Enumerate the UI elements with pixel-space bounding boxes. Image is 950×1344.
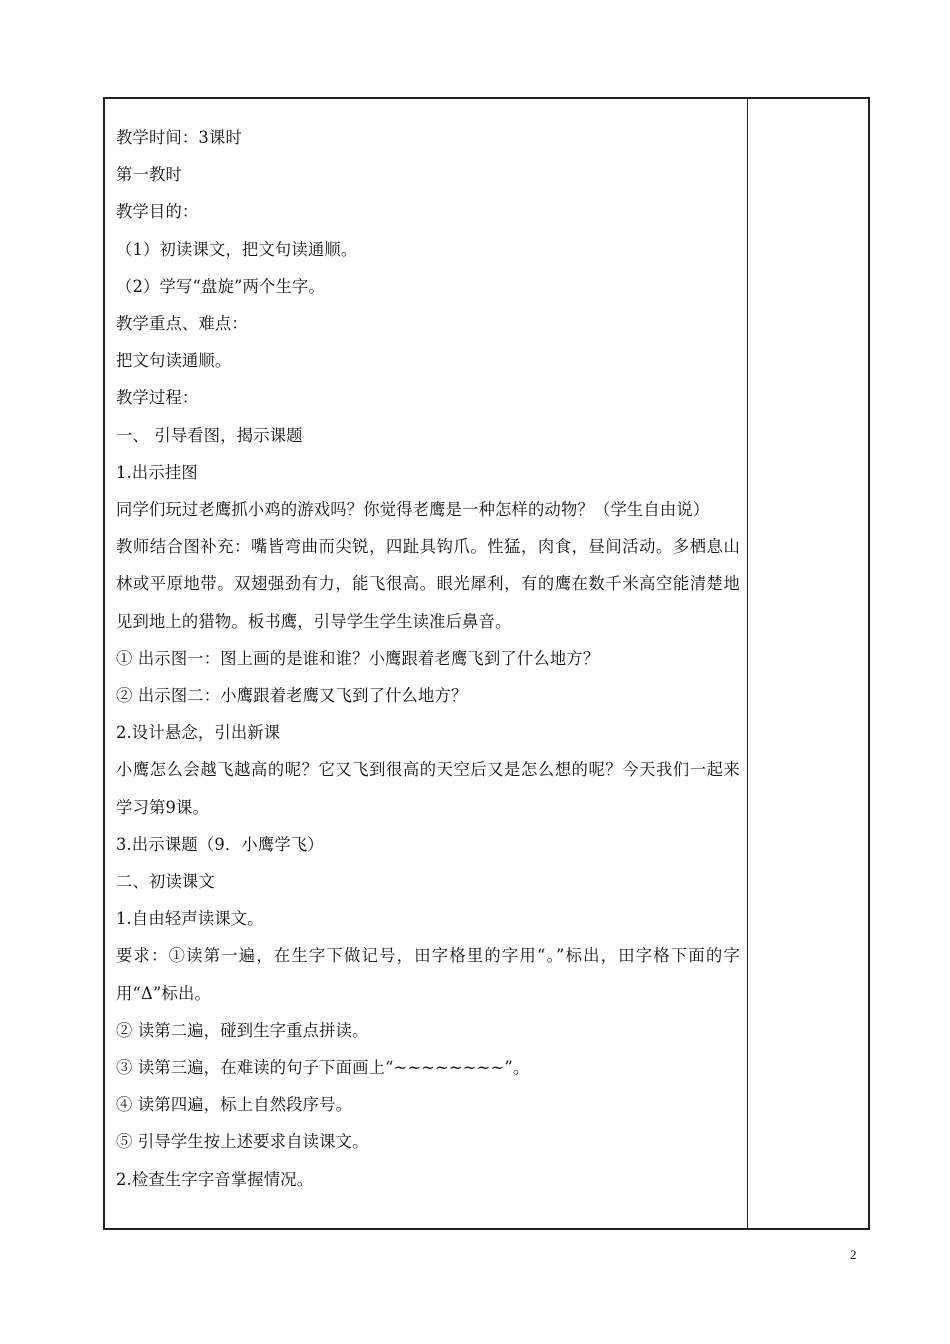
text-line: ① 出示图一：图上画的是谁和谁？小鹰跟着老鹰飞到了什么地方？ bbox=[116, 648, 600, 668]
text-line: 教学目的： bbox=[116, 202, 199, 222]
text-line: ④ 读第四遍，标上自然段序号。 bbox=[116, 1095, 353, 1115]
lesson-plan-table bbox=[103, 97, 870, 1230]
text-paragraph: 教师结合图补充：嘴皆弯曲而尖锐，四趾具钩爪。性猛，肉食，昼间活动。多栖息山林或平原地带。双翅强劲有力，能飞很高。眼光犀利，有的鹰在数千米高空能清楚地见到地上的猎物。板书鹰，引导学生学生读准后鼻音。 bbox=[116, 537, 740, 631]
text-line: ② 读第二遍，碰到生字重点拼读。 bbox=[116, 1020, 369, 1040]
text-line: 1.自由轻声读课文。 bbox=[116, 909, 264, 929]
text-line: 教学重点、难点： bbox=[116, 314, 248, 334]
text-line: （2）学写“盘旋”两个生字。 bbox=[116, 276, 325, 296]
text-line: （1）初读课文，把文句读通顺。 bbox=[116, 239, 358, 259]
text-line: ② 出示图二：小鹰跟着老鹰又飞到了什么地方？ bbox=[116, 686, 468, 706]
text-line: 教学过程： bbox=[116, 388, 199, 408]
text-line: 2.检查生字字音掌握情况。 bbox=[116, 1169, 314, 1189]
text-line: 2.设计悬念，引出新课 bbox=[116, 723, 281, 743]
text-line: 把文句读通顺。 bbox=[116, 351, 232, 371]
text-line: 二、初读课文 bbox=[116, 872, 215, 892]
text-line: ③ 读第三遍，在难读的句子下面画上“~~~~~~~~”。 bbox=[116, 1058, 530, 1078]
text-line: 一、 引导看图，揭示课题 bbox=[116, 425, 303, 445]
text-line: 3.出示课题（9．小鹰学飞） bbox=[116, 834, 324, 854]
lesson-content-cell bbox=[116, 119, 740, 1198]
text-line: ⑤ 引导学生按上述要求自读课文。 bbox=[116, 1132, 369, 1152]
page-number: 2 bbox=[850, 1247, 857, 1262]
text-line: 教学时间：3课时 bbox=[116, 128, 242, 147]
text-paragraph: 要求：①读第一遍，在生字下做记号，田字格里的字用“。”标出，田字格下面的字用“Δ”标出。 bbox=[116, 946, 740, 1003]
text-paragraph: 小鹰怎么会越飞越高的呢？它又飞到很高的天空后又是怎么想的呢？今天我们一起来学习第9课。 bbox=[116, 760, 740, 817]
text-line: 第一教时 bbox=[116, 165, 182, 185]
column-divider bbox=[747, 99, 748, 1228]
text-line: 1.出示挂图 bbox=[116, 462, 198, 482]
text-paragraph: 同学们玩过老鹰抓小鸡的游戏吗？你觉得老鹰是一种怎样的动物？（学生自由说） bbox=[116, 500, 710, 520]
